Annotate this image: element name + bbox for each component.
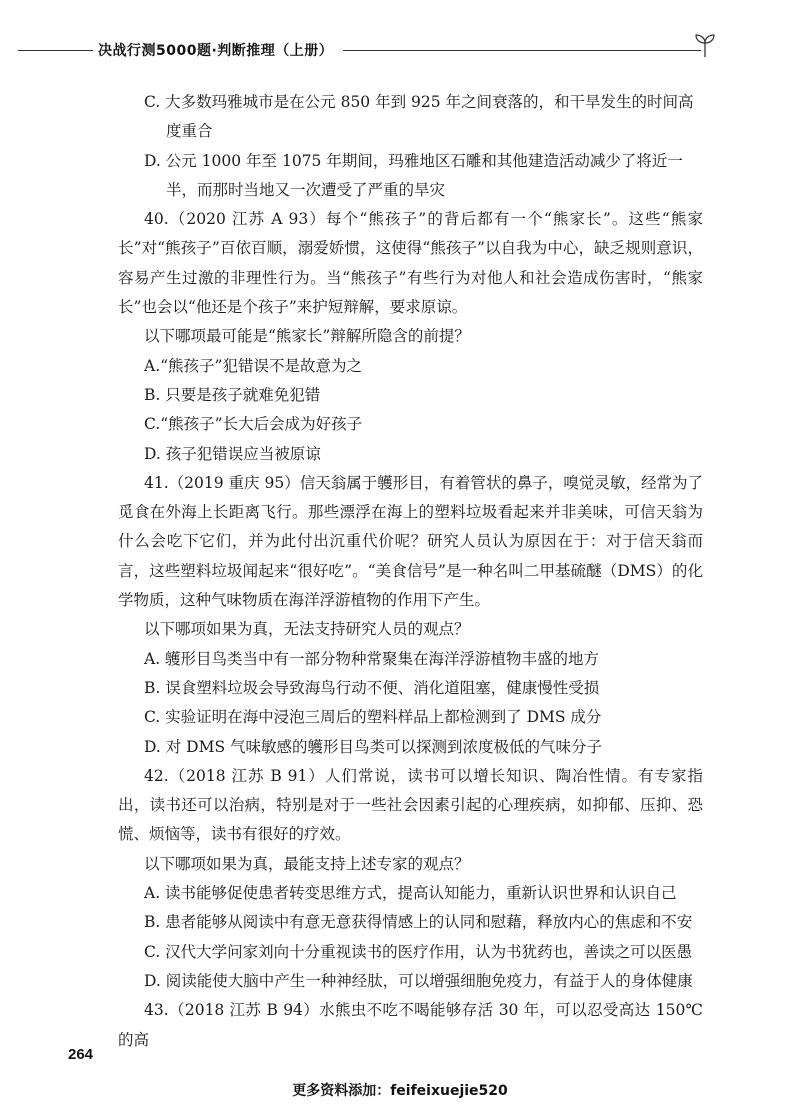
question-41-stem: 41.（2019 重庆 95）信天翁属于鹱形目，有着管状的鼻子，嗅觉灵敏，经常为了觅食在外海上长距离飞行。那些漂浮在海上的塑料垃圾看起来并非美味，可信天翁为什么会吃下它们，并为此付出沉重代价呢？研究人员认为原因在于：对于信天翁而言，这些塑料垃圾闻起来“很好吃”。“美食信号”是一种名叫二甲基硫醚（DMS）的化学物质，这种气味物质在海洋浮游植物的作用下产生。 — [118, 473, 703, 610]
question-41-prompt: 以下哪项如果为真，无法支持研究人员的观点？ — [144, 620, 470, 639]
question-40-option-d: D. 孩子犯错误应当被原谅 — [144, 444, 321, 463]
question-40-stem: 40.（2020 江苏 A 93）每个“熊孩子”的背后都有一个“熊家长”。这些“熊家长”对“熊孩子”百依百顺，溺爱娇惯，这使得“熊孩子”以自我为中心，缺乏规则意识，容易产生过激的非理性行为。当“熊孩子”有些行为对他人和社会造成伤害时，“熊家长”也会以“他还是个孩子”来护短辩解，要求原谅。 — [118, 210, 703, 317]
question-40-prompt: 以下哪项最可能是“熊家长”辩解所隐含的前提？ — [144, 327, 470, 346]
leaf-sprout-icon — [694, 32, 716, 58]
question-42-prompt: 以下哪项如果为真，最能支持上述专家的观点？ — [144, 854, 470, 873]
question-43-stem: 43.（2018 江苏 B 94）水熊虫不吃不喝能够存活 30 年，可以忍受高达 150℃的高 — [118, 1001, 703, 1049]
question-40-option-a: A.“熊孩子”犯错误不是故意为之 — [144, 356, 362, 375]
question-41-option-d: D. 对 DMS 气味敏感的鹱形目鸟类可以探测到浓度极低的气味分子 — [144, 737, 603, 756]
header-rule-right — [343, 50, 701, 51]
question-40-option-c: C.“熊孩子”长大后会成为好孩子 — [144, 415, 363, 434]
book-title: 决战行测5000题·判断推理（上册） — [98, 43, 334, 59]
question-41-option-a: A. 鹱形目鸟类当中有一部分物种常聚集在海洋浮游植物丰盛的地方 — [144, 649, 600, 668]
question-41-option-c: C. 实验证明在海中浸泡三周后的塑料样品上都检测到了 DMS 成分 — [144, 708, 602, 727]
running-header — [18, 38, 708, 62]
page-body — [118, 88, 703, 1055]
option-prev-c: C. 大多数玛雅城市是在公元 850 年到 925 年之间衰落的，和干旱发生的时间高度重合 — [144, 93, 694, 141]
question-42-option-c: C. 汉代大学问家刘向十分重视读书的医疗作用，认为书犹药也，善读之可以医愚 — [144, 942, 693, 961]
header-rule-left — [18, 50, 93, 51]
question-42-option-b: B. 患者能够从阅读中有意无意获得情感上的认同和慰藉，释放内心的焦虑和不安 — [144, 913, 693, 932]
footer-note: 更多资料添加：feifeixuejie520 — [292, 1083, 508, 1099]
question-41-option-b: B. 误食塑料垃圾会导致海鸟行动不便、消化道阻塞，健康慢性受损 — [144, 678, 600, 697]
page-number: 264 — [68, 1046, 94, 1063]
question-42-option-a: A. 读书能够促使患者转变思维方式，提高认知能力，重新认识世界和认识自己 — [144, 884, 677, 903]
question-42-option-d: D. 阅读能使大脑中产生一种神经肽，可以增强细胞免疫力，有益于人的身体健康 — [144, 971, 693, 990]
question-42-stem: 42.（2018 江苏 B 91）人们常说，读书可以增长知识、陶冶性情。有专家指出，读书还可以治病，特别是对于一些社会因素引起的心理疾病，如抑郁、压抑、恐慌、烦恼等，读书有很好的疗效。 — [118, 766, 703, 844]
question-40-option-b: B. 只要是孩子就难免犯错 — [144, 385, 321, 404]
option-prev-d: D. 公元 1000 年至 1075 年期间，玛雅地区石雕和其他建造活动减少了将近一半，而那时当地又一次遭受了严重的旱灾 — [144, 151, 683, 199]
